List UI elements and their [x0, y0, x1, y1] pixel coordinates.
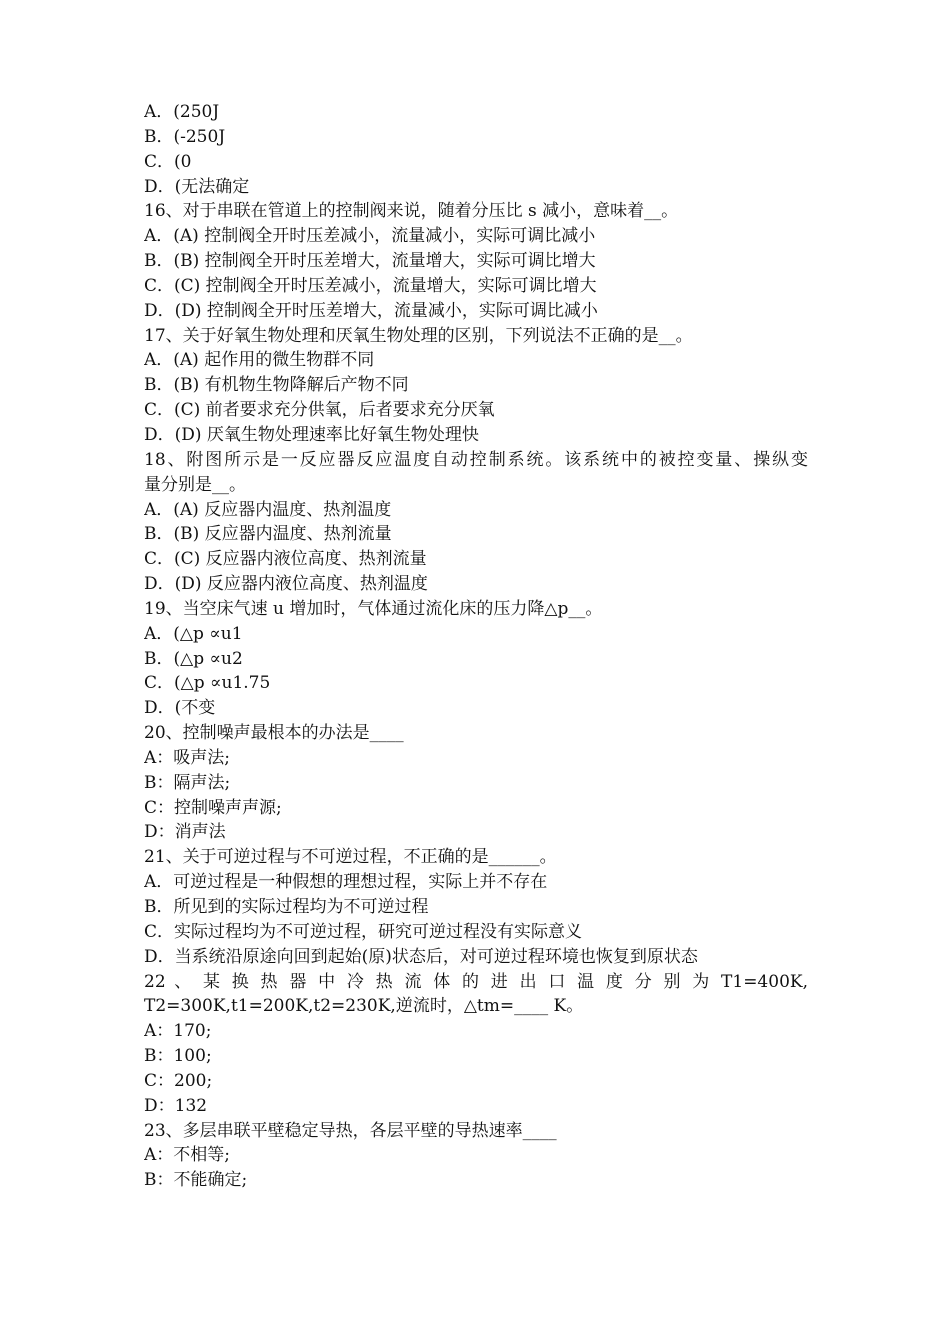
text-line: B．(△p ∝u2 — [144, 648, 243, 669]
text-line: B．所见到的实际过程均为不可逆过程 — [144, 897, 429, 917]
text-line: C：200; — [144, 1070, 213, 1091]
text-line: C：控制噪声声源; — [144, 797, 282, 818]
text-line: A：不相等; — [144, 1145, 231, 1166]
text-line: D．(D) 控制阀全开时压差增大，流量减小，实际可调比减小 — [144, 300, 598, 321]
text-line: A．(A) 控制阀全开时压差减小，流量减小，实际可调比减小 — [144, 226, 596, 247]
text-line: D：消声法 — [144, 822, 226, 843]
document-body — [144, 100, 808, 1193]
text-line: A：吸声法; — [144, 747, 231, 768]
text-line: B：不能确定; — [144, 1170, 248, 1191]
text-line: C．实际过程均为不可逆过程，研究可逆过程没有实际意义 — [144, 921, 583, 942]
text-line: D：132 — [144, 1095, 208, 1116]
text-line: B．(-250J — [144, 126, 226, 147]
text-line: A：170; — [144, 1021, 212, 1042]
text-line: 19、当空床气速 u 增加时，气体通过流化床的压力降△p__。 — [144, 598, 603, 619]
text-line: C．(C) 反应器内液位高度、热剂流量 — [144, 549, 427, 570]
text-line: C．(0 — [144, 151, 192, 172]
text-line: B．(B) 有机物生物降解后产物不同 — [144, 375, 409, 396]
text-line: D．(不变 — [144, 698, 216, 719]
text-line: 18、附图所示是一反应器反应温度自动控制系统。该系统中的被控变量、操纵变 — [144, 449, 808, 470]
text-line: C．(C) 前者要求充分供氧，后者要求充分厌氧 — [144, 400, 495, 421]
text-line: 16、对于串联在管道上的控制阀来说，随着分压比 s 减小，意味着__。 — [144, 201, 679, 222]
text-line: B：100; — [144, 1046, 212, 1067]
text-line: C．(△p ∝u1.75 — [144, 673, 271, 694]
text-line: A．(△p ∝u1 — [144, 623, 243, 644]
text-line: B．(B) 控制阀全开时压差增大，流量增大，实际可调比增大 — [144, 251, 596, 272]
text-line: 20、控制噪声最根本的办法是____ — [144, 723, 404, 744]
text-line: A．(A) 起作用的微生物群不同 — [144, 350, 375, 371]
text-line: 21、关于可逆过程与不可逆过程，不正确的是______。 — [144, 847, 557, 868]
text-line: B：隔声法; — [144, 772, 231, 793]
text-line: D．(无法确定 — [144, 176, 250, 197]
text-line: B．(B) 反应器内温度、热剂流量 — [144, 524, 392, 545]
text-line: 量分别是__。 — [144, 474, 246, 495]
text-line: 22 、 某 换 热 器 中 冷 热 流 体 的 进 出 口 温 度 分 别 为 T1=400K, — [144, 971, 808, 992]
text-line: A．(A) 反应器内温度、热剂温度 — [144, 499, 392, 520]
text-line: 17、关于好氧生物处理和厌氧生物处理的区别，下列说法不正确的是__。 — [144, 325, 693, 346]
text-line: A．(250J — [144, 102, 220, 122]
text-line: C．(C) 控制阀全开时压差减小，流量增大，实际可调比增大 — [144, 275, 597, 296]
text-line: D．(D) 反应器内液位高度、热剂温度 — [144, 574, 428, 595]
text-line: D．(D) 厌氧生物处理速率比好氧生物处理快 — [144, 424, 479, 445]
text-line: 23、多层串联平壁稳定导热，各层平壁的导热速率____ — [144, 1120, 557, 1141]
text-line: D．当系统沿原途向回到起始(原)状态后，对可逆过程环境也恢复到原状态 — [144, 946, 698, 967]
text-line: A．可逆过程是一种假想的理想过程，实际上并不存在 — [144, 872, 548, 893]
text-line: T2=300K,t1=200K,t2=230K,逆流时，△tm=____ K。 — [144, 996, 584, 1017]
